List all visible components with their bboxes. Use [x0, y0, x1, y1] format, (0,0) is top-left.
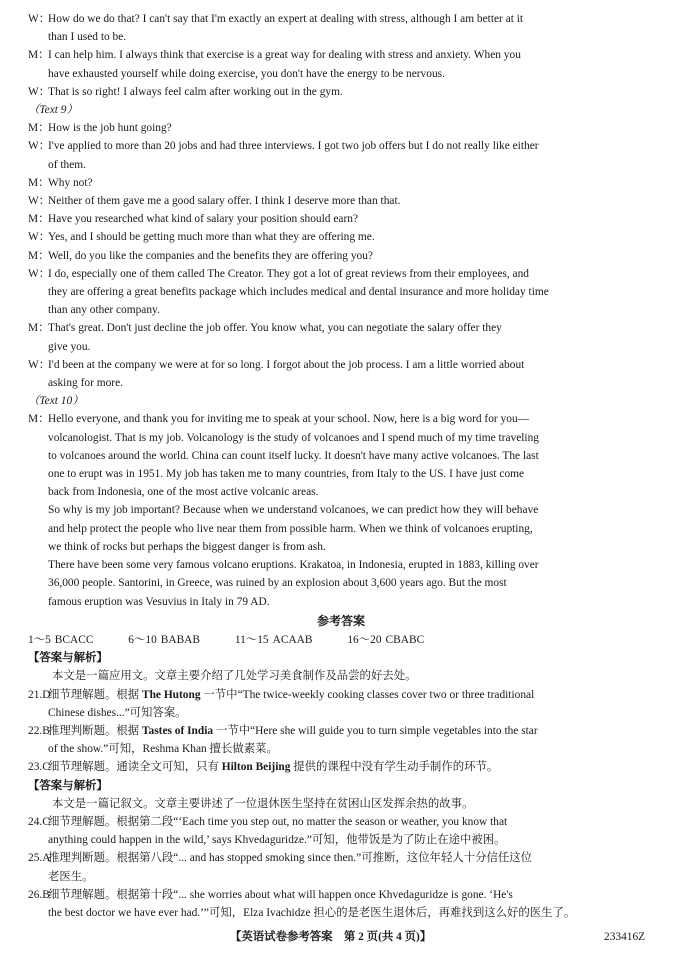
answer-key-group: 1～5 BCACC	[28, 633, 94, 646]
dialogue-line: W： I'd been at the company we were at for so long. I forgot about the job process. I am a little worried about	[28, 358, 525, 371]
dialogue-line: W： Yes, and I should be getting much more than what they are offering me.	[28, 231, 375, 244]
answer-explanation-continuation: anything could happen in the wild,’ says Khvedaguridze.”可知，他带饭是为了防止在途中被困。	[48, 834, 506, 847]
analysis-header: 【答案与解析】	[28, 652, 108, 665]
monologue-line: volcanologist. That is my job. Volcanology is the study of volcanoes and I spend much of my time traveling	[48, 431, 539, 444]
answer-key-row	[28, 631, 654, 649]
dialogue-line: W： I do, especially one of them called The Creator. They got a lot of great reviews from their employees, and	[28, 267, 529, 280]
passage-summary: 本文是一篇应用文。文章主要介绍了几处学习美食制作及品尝的好去处。	[52, 670, 417, 683]
dialogue-line: W： Neither of them gave me a good salary offer. I think I deserve more than that.	[28, 195, 401, 208]
monologue-line: one to erupt was in 1951. My job has taken me to many countries, from Italy to the US. I have just come	[48, 468, 525, 481]
monologue-line: and help protect the people who live near them from possible harm. When we think of volcanoes erupting,	[48, 522, 533, 535]
monologue-line: M： Hello everyone, and thank you for inviting me to speak at your school. Now, here is a big word for you—	[28, 413, 530, 426]
dialogue-line: M： Why not?	[28, 176, 93, 189]
dialogue-line: M： I can help him. I always think that exercise is a great way for dealing with stress and anxiety. When you	[28, 49, 521, 62]
dialogue-line-continuation: asking for more.	[48, 377, 123, 390]
answers-title: 参考答案	[316, 613, 365, 628]
footer-code: 233416Z	[604, 931, 646, 943]
monologue-line: There have been some very famous volcano eruptions. Krakatoa, in Indonesia, erupted in 1883, killing over	[48, 559, 539, 572]
dialogue-section-b	[28, 119, 654, 392]
dialogue-line: W： That is so right! I always feel calm after working out in the gym.	[28, 85, 343, 98]
answer-explanation-continuation: 老医生。	[48, 870, 94, 883]
answer-explanation: 26.B 细节理解题。根据第十段“... she worries about what will happen once Khvedaguridze is gone. ‘He's	[28, 888, 513, 901]
dialogue-line-continuation: give you.	[48, 340, 91, 353]
text-9-label: （Text 9）	[28, 104, 78, 117]
answer-explanation-continuation: Chinese dishes...”可知答案。	[48, 706, 187, 719]
monologue-line: we think of rocks but perhaps the biggest danger is from ash.	[48, 540, 326, 553]
answer-page	[28, 10, 654, 922]
answer-explanation-continuation: of the show.”可知，Reshma Khan 擅长做素菜。	[48, 743, 278, 756]
answer-explanation: 24.C 细节理解题。根据第二段“‘Each time you step out, no matter the season or weather, you know that	[28, 815, 508, 828]
monologue-line: to volcanoes around the world. China can count itself lucky. It doesn't have many active volcanoes. The last	[48, 449, 539, 462]
text-10-label: （Text 10）	[28, 395, 84, 408]
answer-explanation-continuation: the best doctor we have ever had.’”可知，Elza Ivachidze 担心的是老医生退休后，再难找到这么好的医生了。	[48, 906, 576, 919]
dialogue-section-a	[28, 10, 654, 101]
passage-summary: 本文是一篇记叙文。文章主要讲述了一位退休医生坚持在贫困山区发挥余热的故事。	[52, 797, 474, 810]
dialogue-line-continuation: of them.	[48, 158, 86, 171]
dialogue-line-continuation: have exhausted yourself while doing exercise, you don't have the energy to be nervous.	[48, 67, 445, 80]
monologue-section	[28, 410, 654, 610]
monologue-line: So why is my job important? Because when we understand volcanoes, we can predict how they will behave	[48, 504, 539, 517]
answer-key-group: 16～20 CBABC	[347, 633, 425, 646]
monologue-line: famous eruption was Vesuvius in Italy in 79 AD.	[48, 595, 270, 608]
dialogue-line: M： Well, do you like the companies and the benefits they are offering you?	[28, 249, 373, 262]
dialogue-line: M： How is the job hunt going?	[28, 122, 172, 135]
answer-key-group: 6～10 BABAB	[128, 633, 201, 646]
answer-explanation: 25.A 推理判断题。根据第八段“... and has stopped smoking since then.”可推断，这位年轻人十分信任这位	[28, 852, 533, 865]
dialogue-line: W： How do we do that? I can't say that I'm exactly an expert at dealing with stress, although I am better at it	[28, 13, 524, 25]
monologue-line: back from Indonesia, one of the most active volcanic areas.	[48, 486, 319, 499]
dialogue-line: M： Have you researched what kind of salary your position should earn?	[28, 213, 358, 226]
dialogue-line: M： That's great. Don't just decline the job offer. You know what, you can negotiate the salary offer they	[28, 322, 502, 335]
dialogue-line: W： I've applied to more than 20 jobs and had three interviews. I got two job offers but I do not really like either	[28, 140, 539, 153]
footer-title: 【英语试卷参考答案 第 2 页(共 4 页)】	[230, 931, 432, 943]
answer-key-group: 11～15 ACAAB	[234, 633, 313, 646]
dialogue-line-continuation: they are offering a great benefits package which includes medical and dental insurance and more holiday time	[48, 286, 549, 299]
analysis-header: 【答案与解析】	[28, 779, 108, 792]
answer-explanation: 22.B 推理判断题。根据 Tastes of India 一节中“Here she will guide you to turn simple vegetables into the star	[28, 724, 538, 737]
answer-explanation: 23.C 细节理解题。通读全文可知，只有 Hilton Beijing 提供的课程中没有学生动手制作的环节。	[28, 761, 499, 774]
answer-explanation: 21.D 细节理解题。根据 The Hutong 一节中“The twice-weekly cooking classes cover two or three traditional	[28, 688, 535, 701]
dialogue-line-continuation: than I used to be.	[48, 31, 127, 44]
dialogue-line-continuation: than any other company.	[48, 304, 160, 317]
monologue-line: 36,000 people. Santorini, in Greece, was ruined by an explosion about 3,600 years ago. But the most	[48, 577, 507, 590]
